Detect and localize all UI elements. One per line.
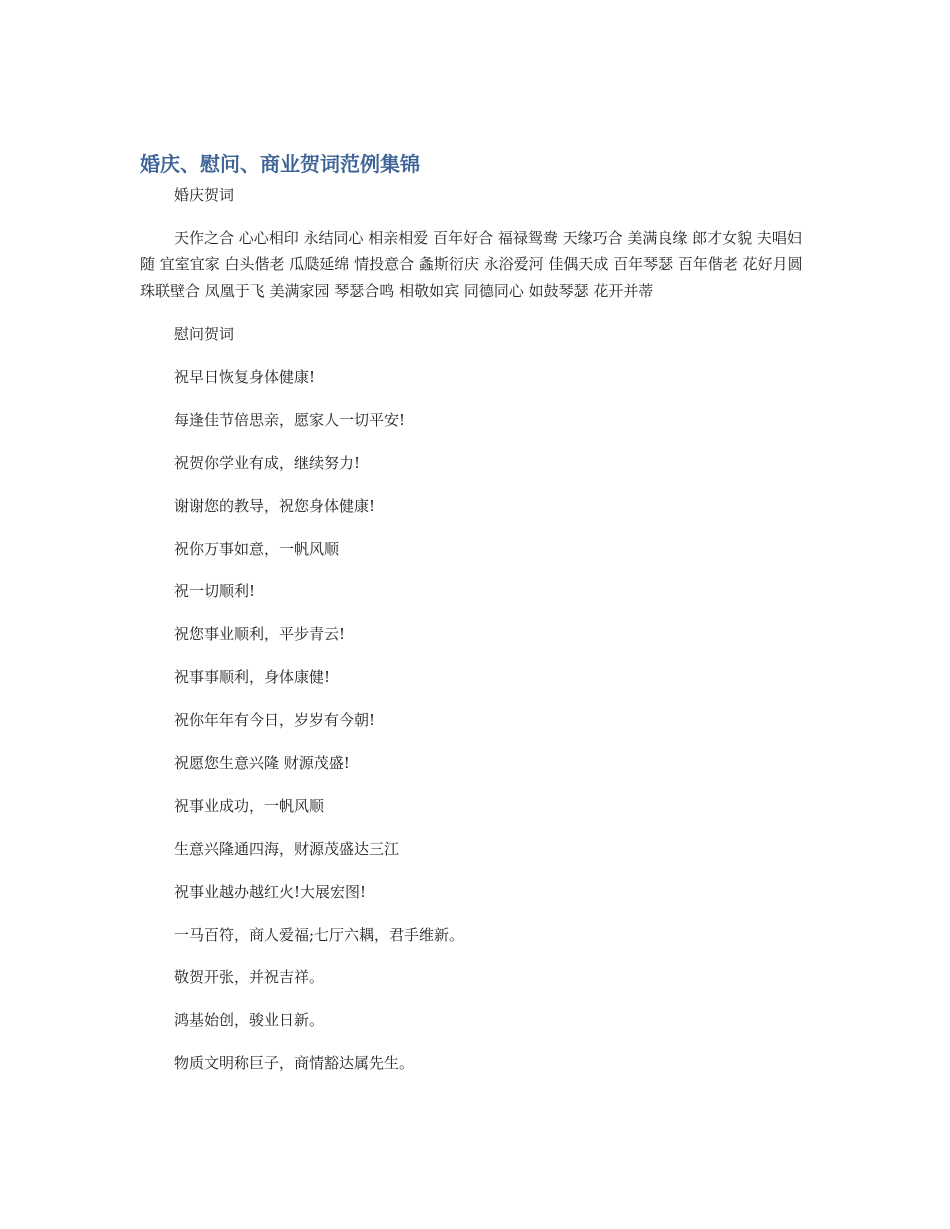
- section-heading-condolence: 慰问贺词: [174, 325, 235, 344]
- greeting-line: 祝你万事如意，一帆风顺: [174, 539, 340, 558]
- greeting-line: 祝一切顺利!: [174, 582, 256, 601]
- document-title: 婚庆、慰问、商业贺词范例集锦: [140, 152, 420, 176]
- greeting-line: 鸿基始创，骏业日新。: [174, 1011, 325, 1030]
- wedding-phrases-paragraph: 天作之合 心心相印 永结同心 相亲相爱 百年好合 福禄鸳鸯 天缘巧合 美满良缘 郎才女貌 夫唱妇随 宜室宜家 白头偕老 瓜瓞延绵 情投意合 螽斯衍庆 永浴爱河 佳偶天成 百年琴瑟 百年偕老 花好月圆 珠联壁合 凤凰于飞 美满家园 琴瑟合鸣 相敬如宾 同德同心 如鼓琴瑟 花开并蒂: [140, 228, 803, 300]
- greeting-line: 敬贺开张，并祝吉祥。: [174, 968, 325, 987]
- greeting-line: 谢谢您的教导，祝您身体健康!: [174, 496, 376, 515]
- section-heading-wedding: 婚庆贺词: [174, 186, 235, 204]
- greeting-line: 祝早日恢复身体健康!: [174, 367, 316, 386]
- greeting-line: 祝事业成功，一帆风顺: [174, 796, 325, 815]
- greeting-line: 祝事业越办越红火!大展宏图!: [174, 882, 367, 901]
- greeting-line: 祝愿您生意兴隆 财源茂盛!: [174, 753, 350, 772]
- greeting-line: 祝贺你学业有成，继续努力!: [174, 453, 361, 472]
- greeting-line: 每逢佳节倍思亲，愿家人一切平安!: [174, 410, 406, 429]
- greeting-line: 生意兴隆通四海，财源茂盛达三江: [174, 839, 400, 858]
- greeting-line: 祝事事顺利，身体康健!: [174, 668, 331, 687]
- greeting-line: 物质文明称巨子，商情豁达属先生。: [174, 1054, 415, 1073]
- greeting-line: 祝你年年有今日，岁岁有今朝!: [174, 711, 376, 730]
- document-body: [140, 182, 812, 1093]
- greeting-line: 一马百符，商人爱福;七厅六耦，君手维新。: [174, 925, 465, 944]
- greeting-line: 祝您事业顺利，平步青云!: [174, 625, 346, 644]
